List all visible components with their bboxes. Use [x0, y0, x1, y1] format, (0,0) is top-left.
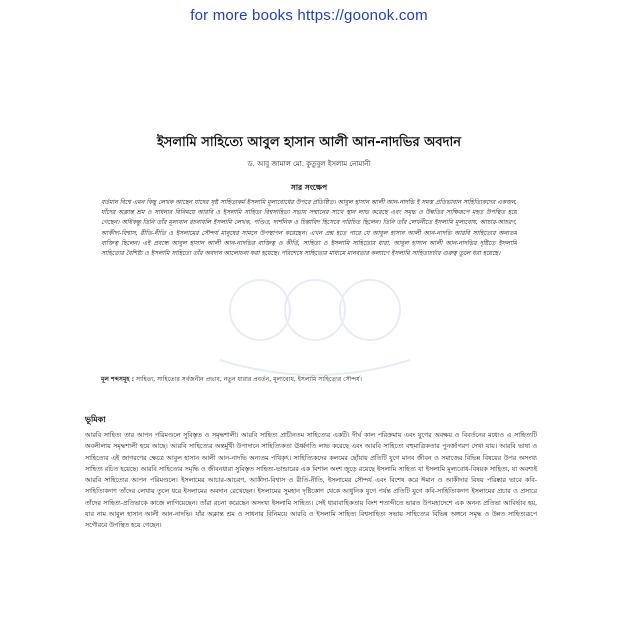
- keywords-list: সাহিত্য, সাহিত্যের সর্বজনীন প্রভাব, নতুন ধারার প্রবর্তন, মূল্যবোধ, ইসলামি সাহিত্যের সৌন্দর্য।: [136, 376, 362, 383]
- article-title: ইসলামি সাহিত্যে আবুল হাসান আলী আন-নাদভির অবদান: [156, 135, 461, 150]
- introduction-paragraph: আরবি সাহিত্য তার আপন পরিমণ্ডলে সুবিস্তৃত ও সমৃদ্ধশালী। আরবি সাহিত্য প্রাচীনতম সাহিত্যের একটি। দীর্ঘ কাল পরিক্রমায় এবং যুগের অবক্ষয় ও বিবর্তনের মধ্যেও এ সাহিত্যটি অবলীলায় সমৃদ্ধশালী হয়ে আছে। আরবি সাহিত্যের অন্তর্মুখী উপাদানে সাহিত্যিকতা ঊর্ধ্বগতি লাভ করেছে এবং আরবি সাহিত্যে বহুমাত্রিকতার পুনর্জাগরণ দেখা যায়। আরবি ভাষা ও সাহিত্যের এই জাগরণের ক্ষেত্রে আবুল হাসান আলী আন-নাদভি অন্যতম পথিকৃৎ। সাহিত্যিকদের কলমের ছোঁয়ায় প্রতিটি যুগে মানব জীবন ও সমাজের বিভিন্ন বিষয়ের উপর অসংখ্য সাহিত্য রচিত হয়েছে। আরবি সাহিত্যের সমৃদ্ধি ও জীবনধারা সুবিস্তৃত সাহিত্য-ভান্ডারের এক বিশাল অংশ জুড়ে রয়েছে ইসলামি সাহিত্য যা ইসলামি মূল্যবোধ-বিষয়ক সাহিত্য, যা অবশ্যই আরবি সাহিত্যের আপন পরিমণ্ডলে। ইসলামের আচার-আচরণ, আকীদা-বিশ্বাস ও রীতি-নীতি, ইসলামের সৌন্দর্য এবং বিশেষ করে ঈমান ও আকীদার বিষয় পরিষ্কার ভাবে কবি-সাহিত্যিকগণ তাঁদের লেখায় তুলে ধরে ইসলামের অবদান রেখেছেন। ইসলামের সুমহান দৃষ্টিকোণ থেকে আধুনিক যুগে পর্যন্ত প্রতিটি যুগে কবি-সাহিত্যিকগণ ইসলামের প্রচার ও প্রসারে তাঁদের সাহিত্য-প্রতিভাকে কাজে লাগিয়েছেন। তাঁরা রচনা করেছেন অসংখ্য ইসলামি সাহিত্য। সেই ধারাবাহিকতায় বিংশ শতাব্দীতে ভারত উপমহাদেশে এক অনন্য প্রতিভা আবির্ভাব হয়, যার নাম আবুল হাসান আলী আন-নাদভি। যাঁর অক্লান্ত শ্রম ও সাধনার বিনিময়ে আরবি ও ইসলামি সাহিত্য বিশ্বসাহিত্য সভায় সাহিত্যের বিভিন্ন অঙ্গনে সমৃদ্ধ ও উন্নত সাহিত্যরূপে সগৌরবে উপস্থিত হয়ে গেছেন।: [85, 432, 537, 530]
- introduction-heading: ভূমিকা: [85, 415, 106, 424]
- keywords-line: [101, 375, 517, 385]
- source-link[interactable]: for more books https://goonok.com: [190, 7, 428, 24]
- abstract-heading: সার সংক্ষেপ: [290, 183, 328, 192]
- keywords-label: মূল শব্দসমূহ :: [101, 376, 135, 383]
- abstract-paragraph: বর্তমান বিশ্বে এমন কিছু লেখক আছেন যাদের সৃষ্ট সাহিত্যকর্ম ইসলামি মূল্যবোধের উপরে প্রতিষ্ঠিত। আবুল হাসান আলী আন-নাদভি ই সমস্ত প্রতিভাবান সাহিত্যিকদের একজন, যাঁদের অক্লান্ত শ্রম ও সাধনার বিনিময়ে আরবি ও ইসলামি সাহিত্য বিশ্বসাহিত্য সভায় সম্মানের সাথে স্থান লাভ করেছে এবং সমৃদ্ধ ও উন্নতির সাক্ষিরূপে মহত উপস্থিত হয়ে গেছেন। অধিকন্তু তিনি তাঁর মূল্যবান রচনাবলি ইসলামি লেখক, পণ্ডিত, দার্শনিক ও চিন্তাবিদ হিসেবে পরিচিত ছিলেন। তিনি তাঁর লেখনীতে ইসলামি মূল্যবোধ, আচার-আচরণ, আকীদা-বিশ্বাস, রীতি-নীতি ও ইসলামের সৌন্দর্য মানুষের সামনে উপস্থাপন করেছেন। এখন প্রশ্ন হতে পারে যে আবুল হাসান আলী আন-নাদভি আরবি সাহিত্যের অন্যতম ব্যক্তিত্ব ছিলেন। এই প্রবন্ধে আবুল হাসান আলী আন-নাদভির ব্যক্তিত্ব ও কীর্তি, সাহিত্য ও ইসলামি সাহিত্যের ধারা, আবুল হাসান আলী আন-নাদভির দৃষ্টিতে ইসলামি সাহিত্যের বৈশিষ্ট্য ও ইসলামি সাহিত্যে তাঁর অবদান আলোচনা করা হয়েছে। পরিশেষে সাহিত্যের মাধ্যমে মানবতার কল্যাণে ইসলামি সাহিত্যচর্চার গুরুত্ব তুলে ধরা হয়েছে।: [101, 199, 517, 258]
- article-authors: ড. আবু জামাল মো. কুতুবুল ইসলাম নোমানী: [247, 160, 371, 168]
